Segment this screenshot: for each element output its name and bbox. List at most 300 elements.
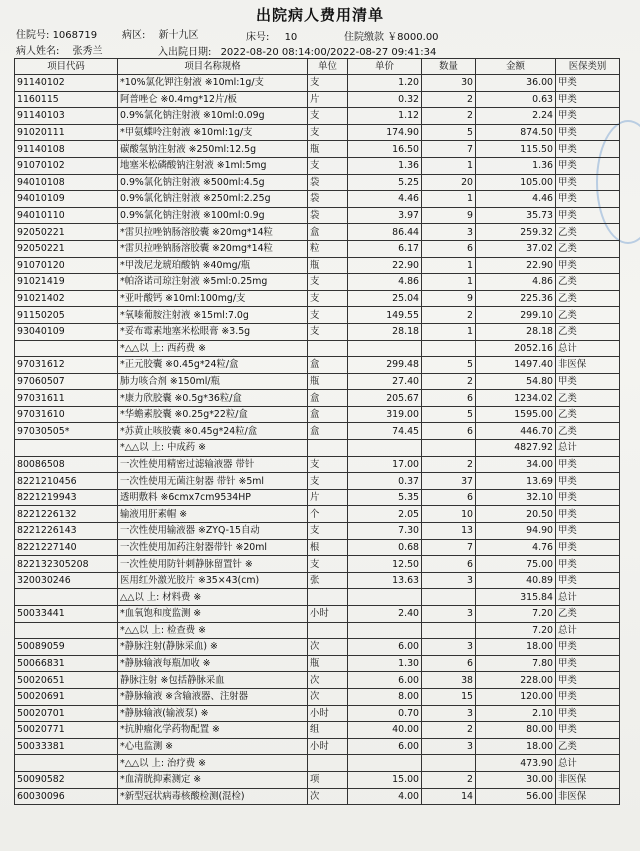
cell-insurance: 总计 bbox=[556, 340, 620, 357]
cell-unit bbox=[308, 622, 348, 639]
cell-qty: 1 bbox=[422, 257, 476, 274]
cell-amount: 22.90 bbox=[476, 257, 556, 274]
cell-code: 80086508 bbox=[15, 456, 118, 473]
cell-price: 0.37 bbox=[348, 473, 422, 490]
cell-amount: 54.80 bbox=[476, 373, 556, 390]
cell-qty: 9 bbox=[422, 207, 476, 224]
cell-insurance: 总计 bbox=[556, 622, 620, 639]
cell-price: 6.17 bbox=[348, 240, 422, 257]
cell-qty: 5 bbox=[422, 406, 476, 423]
table-row bbox=[15, 323, 620, 340]
cell-amount: 35.73 bbox=[476, 207, 556, 224]
table-row bbox=[15, 589, 620, 606]
cell-insurance: 甲类 bbox=[556, 639, 620, 656]
table-row bbox=[15, 556, 620, 573]
cell-insurance: 乙类 bbox=[556, 307, 620, 324]
cell-unit: 盒 bbox=[308, 406, 348, 423]
cell-price bbox=[348, 589, 422, 606]
cell-name: *甲泼尼龙琥珀酸钠 ※40mg/瓶 bbox=[118, 257, 308, 274]
table-row bbox=[15, 788, 620, 805]
cell-name: 静脉注射 ※包括静脉采血 bbox=[118, 672, 308, 689]
cell-code bbox=[15, 622, 118, 639]
cell-unit: 瓶 bbox=[308, 373, 348, 390]
table-row bbox=[15, 622, 620, 639]
cell-price: 4.46 bbox=[348, 191, 422, 208]
cell-price: 7.30 bbox=[348, 523, 422, 540]
cell-name: 0.9%氯化钠注射液 ※250ml:2.25g bbox=[118, 191, 308, 208]
cell-code: 91021402 bbox=[15, 290, 118, 307]
cell-amount: 4.76 bbox=[476, 539, 556, 556]
col-header-insurance: 医保类别 bbox=[556, 59, 620, 75]
cell-code: 97031610 bbox=[15, 406, 118, 423]
cell-code: 320030246 bbox=[15, 572, 118, 589]
cell-amount: 105.00 bbox=[476, 174, 556, 191]
cell-name: *雷贝拉唑钠肠溶胶囊 ※20mg*14粒 bbox=[118, 224, 308, 241]
cell-qty bbox=[422, 440, 476, 457]
cell-name: *10%氯化钾注射液 ※10ml:1g/支 bbox=[118, 75, 308, 92]
cell-unit: 次 bbox=[308, 639, 348, 656]
cell-qty: 1 bbox=[422, 323, 476, 340]
cell-price: 4.86 bbox=[348, 274, 422, 291]
cell-insurance: 甲类 bbox=[556, 124, 620, 141]
cell-qty: 3 bbox=[422, 639, 476, 656]
cell-amount: 80.00 bbox=[476, 722, 556, 739]
cell-price: 17.00 bbox=[348, 456, 422, 473]
cell-code: 50020701 bbox=[15, 705, 118, 722]
col-header-amount: 金额 bbox=[476, 59, 556, 75]
cell-qty: 1 bbox=[422, 274, 476, 291]
cell-code: 50020691 bbox=[15, 688, 118, 705]
cell-amount: 259.32 bbox=[476, 224, 556, 241]
cell-insurance: 甲类 bbox=[556, 556, 620, 573]
cell-qty: 30 bbox=[422, 75, 476, 92]
cell-name: *氧嗪葡胺注射液 ※15ml:7.0g bbox=[118, 307, 308, 324]
cell-qty: 13 bbox=[422, 523, 476, 540]
cell-insurance: 甲类 bbox=[556, 157, 620, 174]
cell-unit: 小时 bbox=[308, 738, 348, 755]
table-row bbox=[15, 307, 620, 324]
cell-name: 0.9%氯化钠注射液 ※100ml:0.9g bbox=[118, 207, 308, 224]
col-header-code: 项目代码 bbox=[15, 59, 118, 75]
cell-code bbox=[15, 589, 118, 606]
cell-amount: 4.46 bbox=[476, 191, 556, 208]
table-row bbox=[15, 722, 620, 739]
cell-name: *血氧饱和度监测 ※ bbox=[118, 606, 308, 623]
cell-insurance: 非医保 bbox=[556, 788, 620, 805]
cell-qty: 7 bbox=[422, 141, 476, 158]
bed-row bbox=[246, 28, 297, 43]
admission-no-row bbox=[16, 26, 97, 41]
table-row bbox=[15, 257, 620, 274]
cell-insurance: 甲类 bbox=[556, 572, 620, 589]
cell-price: 0.32 bbox=[348, 91, 422, 108]
cell-amount: 2.10 bbox=[476, 705, 556, 722]
cell-code: 97031612 bbox=[15, 357, 118, 374]
cell-name: 透明敷料 ※6cmx7cm9534HP bbox=[118, 489, 308, 506]
cell-insurance: 甲类 bbox=[556, 91, 620, 108]
cell-amount: 94.90 bbox=[476, 523, 556, 540]
cell-unit: 片 bbox=[308, 91, 348, 108]
cell-price: 205.67 bbox=[348, 390, 422, 407]
cell-code: 91140103 bbox=[15, 108, 118, 125]
cell-code: 93040109 bbox=[15, 323, 118, 340]
cell-qty: 14 bbox=[422, 788, 476, 805]
cell-qty: 37 bbox=[422, 473, 476, 490]
dates-value: 2022-08-20 08:14:00/2022-08-27 09:41:34 bbox=[220, 47, 437, 58]
table-row bbox=[15, 705, 620, 722]
cell-price: 2.05 bbox=[348, 506, 422, 523]
col-header-name: 项目名称规格 bbox=[118, 59, 308, 75]
cell-insurance: 甲类 bbox=[556, 373, 620, 390]
cell-name: 碳酸氢钠注射液 ※250ml:12.5g bbox=[118, 141, 308, 158]
cell-code: 91070120 bbox=[15, 257, 118, 274]
cell-qty: 9 bbox=[422, 290, 476, 307]
cell-price: 40.00 bbox=[348, 722, 422, 739]
cell-price bbox=[348, 755, 422, 772]
cell-amount: 7.20 bbox=[476, 622, 556, 639]
cell-name: *新型冠状病毒核酸检测(混检) bbox=[118, 788, 308, 805]
cell-insurance: 总计 bbox=[556, 440, 620, 457]
deposit-row bbox=[344, 28, 439, 43]
cell-unit: 粒 bbox=[308, 240, 348, 257]
table-row bbox=[15, 157, 620, 174]
cell-code: 92050221 bbox=[15, 224, 118, 241]
table-row bbox=[15, 75, 620, 92]
cell-name: 地塞米松磷酸钠注射液 ※1ml:5mg bbox=[118, 157, 308, 174]
cell-name: *苏黄止咳胶囊 ※0.45g*24粒/盒 bbox=[118, 423, 308, 440]
cell-name: *雷贝拉唑钠肠溶胶囊 ※20mg*14粒 bbox=[118, 240, 308, 257]
cell-qty bbox=[422, 755, 476, 772]
cell-amount: 13.69 bbox=[476, 473, 556, 490]
cell-code: 97060507 bbox=[15, 373, 118, 390]
cell-price: 16.50 bbox=[348, 141, 422, 158]
cell-qty: 6 bbox=[422, 655, 476, 672]
cell-qty: 20 bbox=[422, 174, 476, 191]
cell-unit: 支 bbox=[308, 307, 348, 324]
admission-no-label: 住院号: bbox=[16, 30, 50, 41]
table-row bbox=[15, 290, 620, 307]
cell-price: 1.20 bbox=[348, 75, 422, 92]
table-row bbox=[15, 141, 620, 158]
cell-insurance: 乙类 bbox=[556, 323, 620, 340]
cell-insurance: 甲类 bbox=[556, 141, 620, 158]
cell-unit bbox=[308, 440, 348, 457]
cell-code: 94010109 bbox=[15, 191, 118, 208]
cell-price: 149.55 bbox=[348, 307, 422, 324]
cell-amount: 0.63 bbox=[476, 91, 556, 108]
cell-insurance: 甲类 bbox=[556, 506, 620, 523]
cell-insurance: 非医保 bbox=[556, 771, 620, 788]
cell-amount: 36.00 bbox=[476, 75, 556, 92]
table-row bbox=[15, 473, 620, 490]
cell-unit: 袋 bbox=[308, 174, 348, 191]
table-row bbox=[15, 240, 620, 257]
cell-insurance: 乙类 bbox=[556, 224, 620, 241]
cell-amount: 1497.40 bbox=[476, 357, 556, 374]
cell-code: 50089059 bbox=[15, 639, 118, 656]
cell-code: 50066831 bbox=[15, 655, 118, 672]
cell-name: 一次性使用无菌注射器 带针 ※5ml bbox=[118, 473, 308, 490]
cell-name: *康力欣胶囊 ※0.5g*36粒/盒 bbox=[118, 390, 308, 407]
cell-unit: 项 bbox=[308, 771, 348, 788]
cell-unit: 盒 bbox=[308, 224, 348, 241]
cell-insurance: 乙类 bbox=[556, 406, 620, 423]
cell-qty bbox=[422, 589, 476, 606]
cell-qty bbox=[422, 622, 476, 639]
table-row bbox=[15, 423, 620, 440]
cell-name: *华蟾素胶囊 ※0.25g*22粒/盒 bbox=[118, 406, 308, 423]
cell-amount: 37.02 bbox=[476, 240, 556, 257]
cell-insurance: 甲类 bbox=[556, 191, 620, 208]
cell-qty: 3 bbox=[422, 738, 476, 755]
cell-price: 1.36 bbox=[348, 157, 422, 174]
cell-qty: 3 bbox=[422, 705, 476, 722]
cell-price bbox=[348, 440, 422, 457]
cell-name: *△△以 上: 治疗费 ※ bbox=[118, 755, 308, 772]
cell-unit: 支 bbox=[308, 274, 348, 291]
cell-unit: 根 bbox=[308, 539, 348, 556]
cell-qty: 6 bbox=[422, 240, 476, 257]
cell-unit: 片 bbox=[308, 489, 348, 506]
table-row bbox=[15, 124, 620, 141]
cell-name: *静脉注射(静脉采血) ※ bbox=[118, 639, 308, 656]
cell-code: 50020651 bbox=[15, 672, 118, 689]
cell-amount: 75.00 bbox=[476, 556, 556, 573]
cell-price bbox=[348, 340, 422, 357]
cell-unit bbox=[308, 589, 348, 606]
cell-amount: 4.86 bbox=[476, 274, 556, 291]
cell-price bbox=[348, 622, 422, 639]
cell-amount: 40.89 bbox=[476, 572, 556, 589]
cell-qty bbox=[422, 340, 476, 357]
cell-name: 输液用肝素帽 ※ bbox=[118, 506, 308, 523]
table-row bbox=[15, 523, 620, 540]
table-row bbox=[15, 771, 620, 788]
cell-amount: 20.50 bbox=[476, 506, 556, 523]
cell-amount: 30.00 bbox=[476, 771, 556, 788]
cell-qty: 7 bbox=[422, 539, 476, 556]
cell-unit: 次 bbox=[308, 788, 348, 805]
cell-amount: 7.20 bbox=[476, 606, 556, 623]
cell-name: 肺力咳合剂 ※150ml/瓶 bbox=[118, 373, 308, 390]
cell-code: 91070102 bbox=[15, 157, 118, 174]
cell-insurance: 乙类 bbox=[556, 738, 620, 755]
table-row bbox=[15, 224, 620, 241]
table-row bbox=[15, 91, 620, 108]
cell-price: 13.63 bbox=[348, 572, 422, 589]
table-row bbox=[15, 456, 620, 473]
cell-unit: 盒 bbox=[308, 390, 348, 407]
cell-unit bbox=[308, 340, 348, 357]
cell-price: 174.90 bbox=[348, 124, 422, 141]
cell-amount: 1234.02 bbox=[476, 390, 556, 407]
cell-name: *静脉输液每瓶加收 ※ bbox=[118, 655, 308, 672]
cell-unit: 袋 bbox=[308, 191, 348, 208]
cell-code: 50033381 bbox=[15, 738, 118, 755]
cell-code: 50090582 bbox=[15, 771, 118, 788]
ward-row bbox=[122, 26, 199, 41]
cell-price: 319.00 bbox=[348, 406, 422, 423]
table-row bbox=[15, 390, 620, 407]
document-title: 出院病人费用清单 bbox=[255, 6, 384, 24]
cell-insurance: 乙类 bbox=[556, 240, 620, 257]
cell-amount: 32.10 bbox=[476, 489, 556, 506]
cell-name: 医用红外激光胶片 ※35×43(cm) bbox=[118, 572, 308, 589]
cell-name: 一次性使用输液器 ※ZYQ-15自动 bbox=[118, 523, 308, 540]
cell-insurance: 甲类 bbox=[556, 489, 620, 506]
cell-name: 0.9%氯化钠注射液 ※10ml:0.09g bbox=[118, 108, 308, 125]
cell-name: *抗肿瘤化学药物配置 ※ bbox=[118, 722, 308, 739]
cell-unit: 支 bbox=[308, 75, 348, 92]
table-row bbox=[15, 440, 620, 457]
patient-name: 张秀兰 bbox=[72, 46, 103, 57]
ward-label: 病区: bbox=[122, 30, 146, 41]
cell-name: 一次性使用加药注射器带针 ※20ml bbox=[118, 539, 308, 556]
cell-insurance: 甲类 bbox=[556, 207, 620, 224]
cell-unit: 支 bbox=[308, 523, 348, 540]
table-row bbox=[15, 539, 620, 556]
table-row bbox=[15, 688, 620, 705]
cell-insurance: 甲类 bbox=[556, 705, 620, 722]
cell-qty: 10 bbox=[422, 506, 476, 523]
cell-name: 一次性使用防针刺静脉留置针 ※ bbox=[118, 556, 308, 573]
table-row bbox=[15, 108, 620, 125]
cell-unit: 袋 bbox=[308, 207, 348, 224]
table-row bbox=[15, 606, 620, 623]
cell-amount: 34.00 bbox=[476, 456, 556, 473]
cell-unit: 瓶 bbox=[308, 257, 348, 274]
cell-code: 8221226143 bbox=[15, 523, 118, 540]
cell-insurance: 总计 bbox=[556, 589, 620, 606]
dates-label: 入出院日期: bbox=[158, 47, 212, 58]
cell-amount: 225.36 bbox=[476, 290, 556, 307]
cell-code: 8221227140 bbox=[15, 539, 118, 556]
cell-unit: 小时 bbox=[308, 606, 348, 623]
cell-name: *△△以 上: 西药费 ※ bbox=[118, 340, 308, 357]
cell-code: 91021419 bbox=[15, 274, 118, 291]
table-row bbox=[15, 274, 620, 291]
cell-name: 一次性使用精密过滤输液器 带针 bbox=[118, 456, 308, 473]
cell-amount: 120.00 bbox=[476, 688, 556, 705]
cell-price: 6.00 bbox=[348, 639, 422, 656]
cell-unit: 支 bbox=[308, 323, 348, 340]
cell-code: 50020771 bbox=[15, 722, 118, 739]
cell-price: 0.68 bbox=[348, 539, 422, 556]
cell-price: 12.50 bbox=[348, 556, 422, 573]
patient-row bbox=[16, 42, 103, 57]
cell-name: *亚叶酸钙 ※10ml:100mg/支 bbox=[118, 290, 308, 307]
cell-qty: 38 bbox=[422, 672, 476, 689]
cell-amount: 874.50 bbox=[476, 124, 556, 141]
patient-label: 病人姓名: bbox=[16, 46, 60, 57]
cell-insurance: 甲类 bbox=[556, 473, 620, 490]
cell-qty: 5 bbox=[422, 357, 476, 374]
cell-qty: 6 bbox=[422, 556, 476, 573]
cell-code: 8221219943 bbox=[15, 489, 118, 506]
cell-insurance: 甲类 bbox=[556, 672, 620, 689]
table-row bbox=[15, 373, 620, 390]
cell-price: 5.35 bbox=[348, 489, 422, 506]
cell-unit: 支 bbox=[308, 473, 348, 490]
cell-name: *帕洛诺司琼注射液 ※5ml:0.25mg bbox=[118, 274, 308, 291]
deposit-label: 住院缴款 bbox=[344, 32, 384, 43]
cell-insurance: 甲类 bbox=[556, 174, 620, 191]
table-row bbox=[15, 506, 620, 523]
cell-code: 97031611 bbox=[15, 390, 118, 407]
cell-name: *静脉输液 ※含输液器、注射器 bbox=[118, 688, 308, 705]
cell-code: 91140102 bbox=[15, 75, 118, 92]
cell-amount: 228.00 bbox=[476, 672, 556, 689]
dates-row bbox=[158, 43, 436, 58]
cell-qty: 3 bbox=[422, 572, 476, 589]
cell-amount: 473.90 bbox=[476, 755, 556, 772]
cell-unit: 瓶 bbox=[308, 141, 348, 158]
cell-price: 5.25 bbox=[348, 174, 422, 191]
col-header-price: 单价 bbox=[348, 59, 422, 75]
table-row bbox=[15, 738, 620, 755]
cell-price: 22.90 bbox=[348, 257, 422, 274]
cell-insurance: 非医保 bbox=[556, 357, 620, 374]
cell-amount: 28.18 bbox=[476, 323, 556, 340]
table-row bbox=[15, 340, 620, 357]
cell-qty: 6 bbox=[422, 423, 476, 440]
cell-price: 4.00 bbox=[348, 788, 422, 805]
cell-amount: 315.84 bbox=[476, 589, 556, 606]
deposit-value: ￥8000.00 bbox=[387, 32, 439, 43]
cell-price: 86.44 bbox=[348, 224, 422, 241]
table-row bbox=[15, 655, 620, 672]
cell-amount: 4827.92 bbox=[476, 440, 556, 457]
cell-amount: 7.80 bbox=[476, 655, 556, 672]
cell-insurance: 甲类 bbox=[556, 257, 620, 274]
cell-name: *心电监测 ※ bbox=[118, 738, 308, 755]
cell-unit: 支 bbox=[308, 290, 348, 307]
cell-code: 8221210456 bbox=[15, 473, 118, 490]
cell-name: *△△以 上: 中成药 ※ bbox=[118, 440, 308, 457]
cell-name: *△△以 上: 检查费 ※ bbox=[118, 622, 308, 639]
cell-unit: 次 bbox=[308, 688, 348, 705]
cell-price: 0.70 bbox=[348, 705, 422, 722]
cell-name: *甲氨蝶呤注射液 ※10ml:1g/支 bbox=[118, 124, 308, 141]
cell-price: 299.48 bbox=[348, 357, 422, 374]
col-header-qty: 数量 bbox=[422, 59, 476, 75]
table-row bbox=[15, 406, 620, 423]
cell-price: 15.00 bbox=[348, 771, 422, 788]
cell-qty: 5 bbox=[422, 124, 476, 141]
cell-qty: 3 bbox=[422, 224, 476, 241]
cell-amount: 115.50 bbox=[476, 141, 556, 158]
cell-code bbox=[15, 755, 118, 772]
cell-amount: 1.36 bbox=[476, 157, 556, 174]
cell-price: 1.12 bbox=[348, 108, 422, 125]
cell-qty: 2 bbox=[422, 722, 476, 739]
cell-insurance: 甲类 bbox=[556, 75, 620, 92]
cell-insurance: 甲类 bbox=[556, 108, 620, 125]
cell-insurance: 甲类 bbox=[556, 523, 620, 540]
cell-amount: 18.00 bbox=[476, 738, 556, 755]
ward-value: 新十九区 bbox=[158, 30, 199, 41]
table-row bbox=[15, 572, 620, 589]
cell-code bbox=[15, 340, 118, 357]
admission-no: 1068719 bbox=[52, 30, 98, 41]
cell-insurance: 乙类 bbox=[556, 423, 620, 440]
cell-name: 阿普唑仑 ※0.4mg*12片/板 bbox=[118, 91, 308, 108]
cell-insurance: 乙类 bbox=[556, 606, 620, 623]
table-row bbox=[15, 191, 620, 208]
cell-price: 6.00 bbox=[348, 672, 422, 689]
cell-name: *妥布霉素地塞米松眼膏 ※3.5g bbox=[118, 323, 308, 340]
cell-code: 822132305208 bbox=[15, 556, 118, 573]
